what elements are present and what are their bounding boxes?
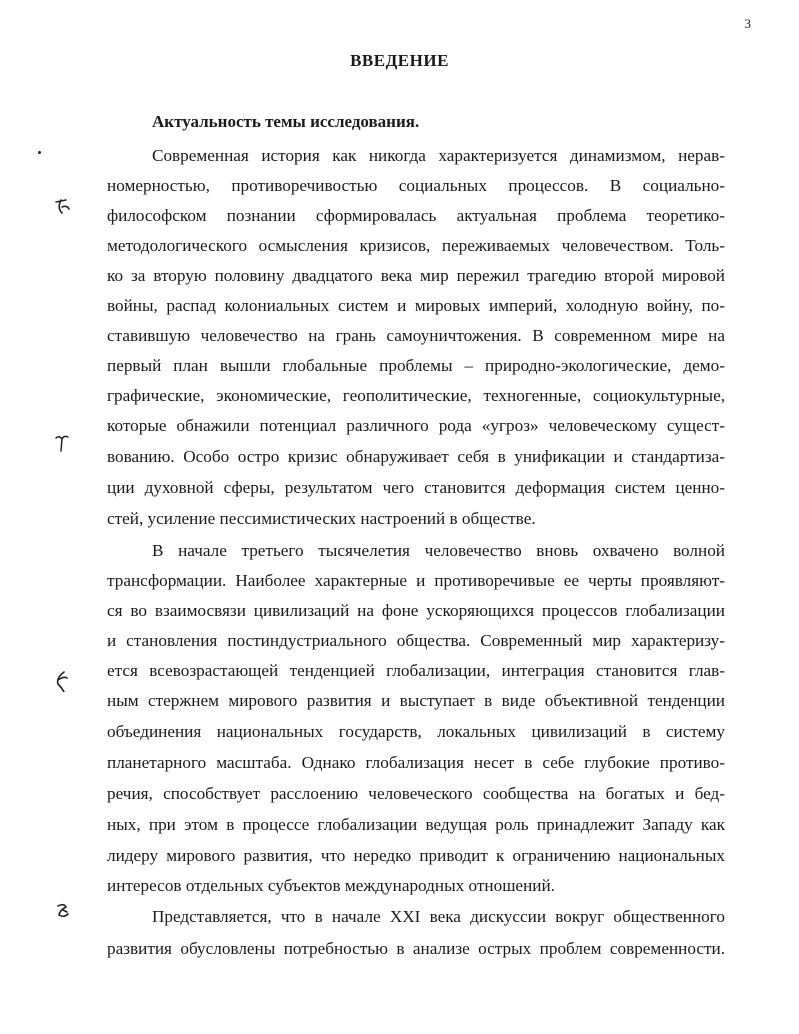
paragraph-2-line: ся во взаимосвязи цивилизаций на фоне ускоряющихся процессов глобализации xyxy=(107,601,725,620)
paragraph-1-line: которые обнажили потенциал различного рода «угроз» человеческому сущест- xyxy=(107,416,725,435)
paragraph-2-line: лидеру мирового развития, что нередко приводит к ограничению национальных xyxy=(107,846,725,865)
paragraph-2-line: ных, при этом в процессе глобализации ведущая роль принадлежит Западу как xyxy=(107,815,725,834)
paragraph-2-line: планетарного масштаба. Однако глобализация несет в себе глубокие противо- xyxy=(107,753,725,772)
paragraph-1-line: ции духовной сферы, результатом чего становится деформация систем ценно- xyxy=(107,478,725,497)
margin-handwritten-mark-icon xyxy=(52,901,74,923)
paragraph-1-line: методологического осмысления кризисов, переживаемых человечеством. Толь- xyxy=(107,236,725,255)
paragraph-1-line: Современная история как никогда характеризуется динамизмом, нерав- xyxy=(152,146,725,165)
paragraph-2-line: и становления постиндустриального общества. Современный мир характеризу- xyxy=(107,631,725,650)
paragraph-1-line: вованию. Особо остро кризис обнаруживает себя в унификации и стандартиза- xyxy=(107,447,725,466)
paragraph-2-line: интересов отдельных субъектов международных отношений. xyxy=(107,876,555,895)
paragraph-1-line: номерностью, противоречивостью социальных процессов. В социально- xyxy=(107,176,725,195)
paragraph-1-line: войны, распад колониальных систем и мировых империй, холодную войну, по- xyxy=(107,296,725,315)
paragraph-1-line: философском познании сформировалась актуальная проблема теоретико- xyxy=(107,206,725,225)
paragraph-2-line: объединения национальных государств, локальных цивилизаций в систему xyxy=(107,722,725,741)
margin-handwritten-mark-icon xyxy=(52,196,74,218)
page-title: ВВЕДЕНИЕ xyxy=(350,51,449,70)
paragraph-1-line: стей, усиление пессимистических настроений в обществе. xyxy=(107,509,536,528)
paragraph-1-line: ставившую человечество на грань самоуничтожения. В современном мире на xyxy=(107,326,725,345)
paragraph-3-line: Представляется, что в начале XXI века дискуссии вокруг общественного xyxy=(152,907,725,926)
margin-handwritten-mark-icon xyxy=(52,670,74,692)
paragraph-2-line: ется всевозрастающей тенденцией глобализации, интеграция становится глав- xyxy=(107,661,725,680)
page-number: 3 xyxy=(744,16,751,31)
paragraph-3-line: развития обусловлены потребностью в анализе острых проблем современности. xyxy=(107,939,725,958)
scan-dot-mark xyxy=(38,151,41,154)
paragraph-2-line: В начале третьего тысячелетия человечество вновь охвачено волной xyxy=(152,541,725,560)
paragraph-2-line: речия, способствует расслоению человеческого сообщества на богатых и бед- xyxy=(107,784,725,803)
paragraph-1-line: первый план вышли глобальные проблемы – природно-экологические, демо- xyxy=(107,356,725,375)
paragraph-1-line: ко за вторую половину двадцатого века мир пережил трагедию второй мировой xyxy=(107,266,725,285)
paragraph-1-line: графические, экономические, геополитические, техногенные, социокультурные, xyxy=(107,386,725,405)
section-subheading: Актуальность темы исследования. xyxy=(152,112,420,131)
paragraph-2-line: ным стержнем мирового развития и выступает в виде объективной тенденции xyxy=(107,691,725,710)
margin-handwritten-mark-icon xyxy=(52,432,74,454)
paragraph-2-line: трансформации. Наиболее характерные и противоречивые ее черты проявляют- xyxy=(107,571,725,590)
